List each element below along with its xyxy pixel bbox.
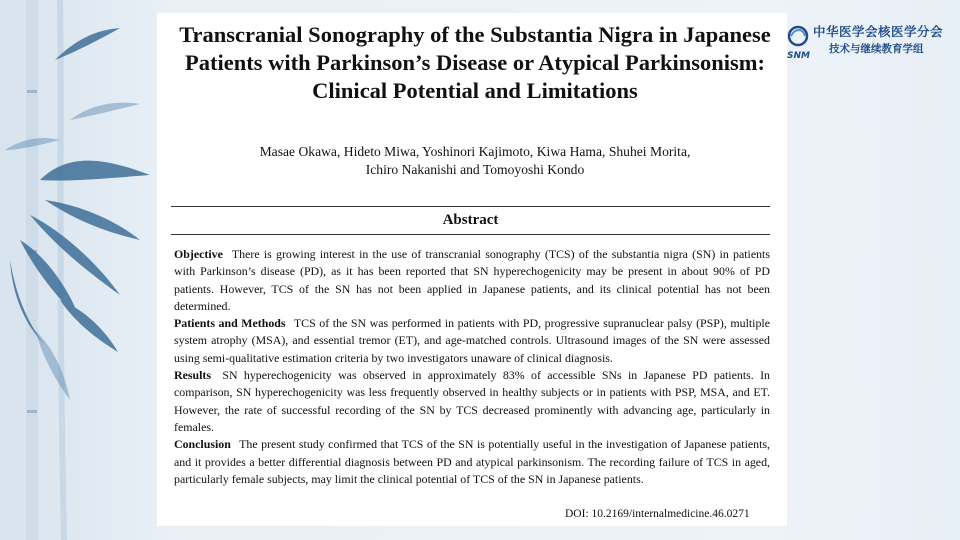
section-text: There is growing interest in the use of transcranial sonography (TCS) of the substantia nigra (SN) in patients with Parkinson’s disease (PD), as it has been reported that SN hyperechogenicity may be present in about 90% of PD patients. However, TCS of the SN has not been applied in Japanese patients, and its clinical potential has not been determined. bbox=[174, 247, 770, 313]
section-label: Results bbox=[174, 368, 211, 383]
abstract-section-results bbox=[174, 367, 770, 436]
section-text: The present study confirmed that TCS of the SN is potentially useful in the investigation of Japanese patients, and it provides a better differential diagnosis between PD and atypical parkinsonism. The recording failure of TCS in aged, particularly female subjects, may limit the clinical potential of TCS of the SN in Japanese patients. bbox=[174, 437, 770, 486]
section-label: Patients and Methods bbox=[174, 316, 286, 331]
abstract-section-conclusion bbox=[174, 436, 770, 488]
section-text: TCS of the SN was performed in patients with PD, progressive supranuclear palsy (PSP), multiple system atrophy (MSA), and essential tremor (ET), and age-matched controls. Ultrasound images of the SN were assessed using semi-qualitative estimation criteria by two investigators unaware of clinical diagnosis. bbox=[174, 316, 771, 365]
society-subgroup: 技术与继续教育学组 bbox=[829, 43, 924, 55]
snm-logo-text: SNM bbox=[787, 51, 810, 61]
society-name: 中华医学会核医学分会 bbox=[813, 24, 944, 39]
abstract-top-rule bbox=[171, 206, 770, 207]
abstract-heading: Abstract bbox=[442, 212, 499, 228]
section-label: Conclusion bbox=[174, 437, 231, 452]
author-list bbox=[170, 143, 780, 179]
bamboo-decoration bbox=[0, 0, 160, 540]
abstract-section-methods bbox=[174, 315, 770, 367]
abstract-bottom-rule bbox=[171, 234, 770, 235]
doi-text: DOI: 10.2169/internalmedicine.46.0271 bbox=[565, 508, 750, 520]
author-line: Ichiro Nakanishi and Tomoyoshi Kondo bbox=[365, 162, 585, 177]
paper-title: Transcranial Sonography of the Substantia Nigra in Japanese Patients with Parkinson’s Disease or Atypical Parkinsonism: Clinical Potential and Limitations bbox=[179, 22, 771, 103]
abstract-section-objective bbox=[174, 246, 770, 315]
section-label: Objective bbox=[174, 247, 223, 261]
section-text: SN hyperechogenicity was observed in approximately 83% of accessible SNs in Japanese PD patients. In comparison, SN hyperechogenicity was less frequently observed in healthy subjects or in patients with PSP, MSA, and ET. However, the rate of successful recording of the SN by TCS decreased prominently with advancing age, particularly in females. bbox=[174, 368, 770, 434]
society-logo bbox=[783, 20, 953, 64]
author-line: Masae Okawa, Hideto Miwa, Yoshinori Kajimoto, Kiwa Hama, Shuhei Morita, bbox=[259, 144, 691, 159]
abstract-body bbox=[174, 246, 770, 488]
snm-logo-icon bbox=[785, 23, 815, 61]
